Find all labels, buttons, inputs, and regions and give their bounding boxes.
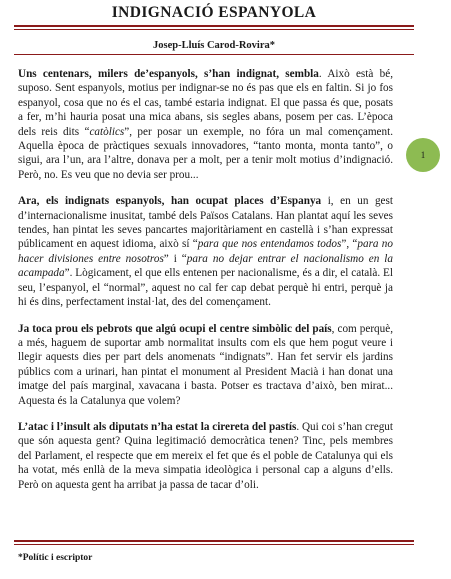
paragraph-4 [18,420,393,492]
paragraph-text: ” i “ [163,252,187,265]
footer-rule-bottom [14,544,414,545]
paragraph-lead: Ja toca prou els pebrots que algú ocupi el centre simbòlic del país [18,322,332,335]
paragraph-text: i, en un gest d’internacionalisme inusitat, també dels Països Catalans. Han plantat aquí les seves tendes, han pintat les seves pancartes majoritàriament en castellà i s’han expressat públicament en aquest idioma, això sí “ [18,195,393,251]
quoted-text: para que nos entendamos todos [197,238,342,251]
quoted-text: para no dejar entrar el nacionalismo en la acampada [18,252,394,280]
title-rule-bottom [14,29,414,30]
page-number-badge: 1 [406,138,440,172]
title-rule-top [14,25,414,27]
paragraph-text: . Qui coi s’han cregut que són aquesta gent? Quina legitimació democràtica tenen? Tinc, pels membres del Parlament, el respecte que em mereix el fet que és el poble de Catalunya qui els ha votat, més enllà de la meva simpatia ideològica i personal cap a alguns d’ells. Però on aquesta gent ha arribat ja passa de tacar d’oli. [18,420,393,491]
footnote: *Polític i escriptor [18,553,93,563]
paragraph-text: ”. Lògicament, el que ells entenen per nacionalisme, és a dir, el català. El seu, l’espanyol, el “normal”, aquest no cal fer cap debat perquè hi entri, perquè ja hi és dins, perfectament instal·lat, des del començament. [18,267,393,309]
paragraph-lead: Uns centenars, milers de’espanyols, s’han indignat, sembla [18,68,319,80]
author-line: Josep-Lluís Carod-Rovira* [152,40,276,51]
paragraph-lead: Ara, els indignats espanyols, han ocupat places d’Espanya [18,195,322,208]
paragraph-1 [18,67,393,182]
article-title: INDIGNACIÓ ESPANYOLA [111,4,317,21]
paragraph-text: , com perquè, a més, haguem de suportar amb normalitat insults com els que hem pogut veure i llegir aquests dies per part dels anomenats “indignats”. Han fet servir els jardins públics com a urinari, han pintat el monument al President Macià i han donat una imatge del país marginal, xavacana i basta. Potser es tractava d’això, ben mirat... Aquesta és la Catalunya que volem? [18,322,394,407]
quoted-text: catòlics [89,125,125,138]
article-body [18,67,393,504]
paragraph-lead: L’atac i l’insult als diputats n’ha estat la cirereta del pastís [18,420,297,433]
paragraph-text: ”, “ [341,238,358,251]
footer-rule-top [14,540,414,542]
paragraph-text: . Això està bé, suposo. Sent espanyols, motius per indignar-se no és pas que els en faltin. Si jo fos espanyol, cosa que no és el cas, també estaria indignat. El que passa és que, posats a fer, m’hi hauria posat una mica abans, sis segles abans, posem per cas. L’època dels reis dits “ [18,68,393,138]
paragraph-2 [18,194,393,309]
paragraph-text: ”, per posar un exemple, no fóra un mal començament. Aquella època de pràctiques sexuals innovadores, “tanto monta, monta tanto”, o sigui, ara l’un, ara l’altre, donava per a molt, per a tenir molt motius d’indignació. Però, no. Es veu que no devia ser prou... [18,125,393,181]
paragraph-3 [18,322,393,408]
author-rule [14,54,414,55]
quoted-text: para no hacer divisiones entre nosotros [18,238,393,265]
